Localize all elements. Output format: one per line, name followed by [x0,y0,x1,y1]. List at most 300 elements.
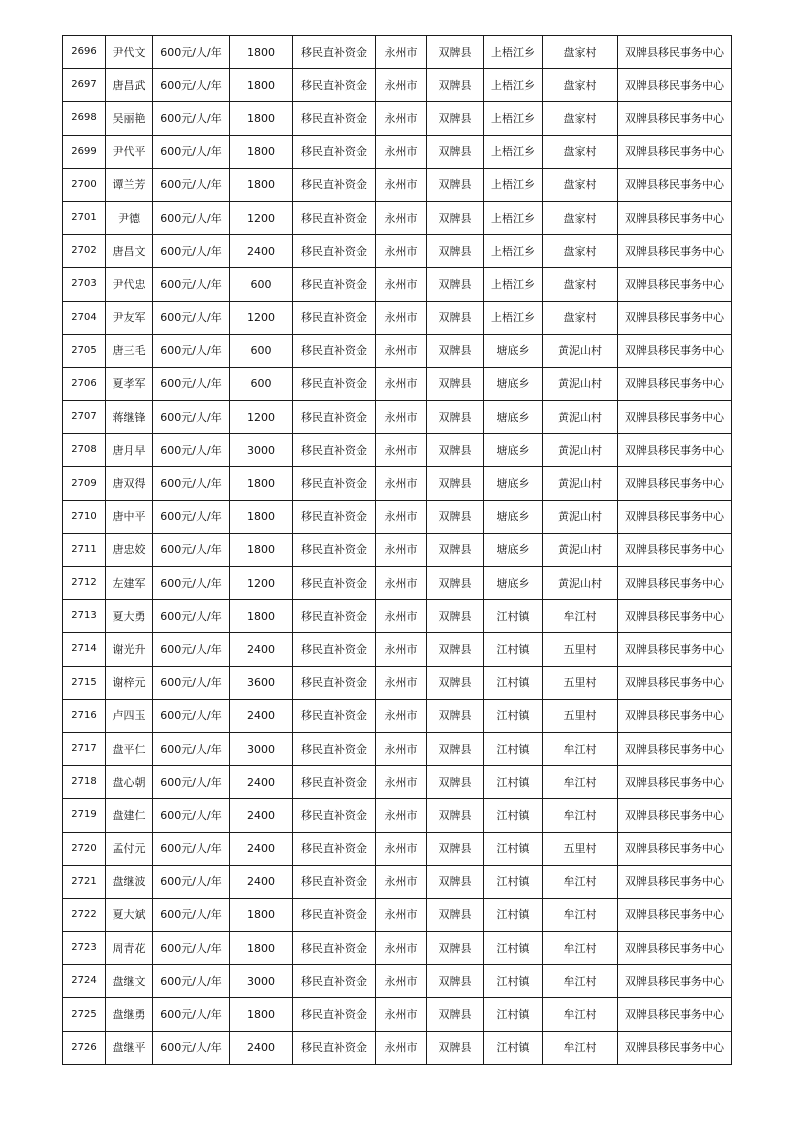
city-cell: 永州市 [376,201,427,234]
standard-cell: 600元/人/年 [153,434,230,467]
village-cell: 盘家村 [543,69,618,102]
county-cell: 双牌县 [427,799,484,832]
city-cell: 永州市 [376,69,427,102]
city-cell: 永州市 [376,666,427,699]
row-number: 2704 [63,301,106,334]
village-cell: 盘家村 [543,36,618,69]
amount-cell: 2400 [230,1031,293,1064]
amount-cell: 1800 [230,102,293,135]
township-cell: 江村镇 [484,998,543,1031]
standard-cell: 600元/人/年 [153,600,230,633]
name-cell: 盘继文 [106,965,153,998]
amount-cell: 2400 [230,699,293,732]
table-row [63,135,732,168]
county-cell: 双牌县 [427,201,484,234]
name-cell: 夏大勇 [106,600,153,633]
standard-cell: 600元/人/年 [153,334,230,367]
county-cell: 双牌县 [427,898,484,931]
standard-cell: 600元/人/年 [153,69,230,102]
standard-cell: 600元/人/年 [153,766,230,799]
standard-cell: 600元/人/年 [153,235,230,268]
township-cell: 上梧江乡 [484,102,543,135]
agency-cell: 双牌县移民事务中心 [618,533,732,566]
city-cell: 永州市 [376,500,427,533]
county-cell: 双牌县 [427,567,484,600]
fund-type-cell: 移民直补资金 [293,633,376,666]
township-cell: 江村镇 [484,965,543,998]
fund-type-cell: 移民直补资金 [293,434,376,467]
fund-type-cell: 移民直补资金 [293,600,376,633]
city-cell: 永州市 [376,467,427,500]
standard-cell: 600元/人/年 [153,367,230,400]
agency-cell: 双牌县移民事务中心 [618,666,732,699]
township-cell: 江村镇 [484,799,543,832]
city-cell: 永州市 [376,898,427,931]
row-number: 2716 [63,699,106,732]
county-cell: 双牌县 [427,235,484,268]
standard-cell: 600元/人/年 [153,633,230,666]
city-cell: 永州市 [376,36,427,69]
name-cell: 盘平仁 [106,732,153,765]
table-row [63,467,732,500]
village-cell: 黄泥山村 [543,401,618,434]
township-cell: 塘底乡 [484,334,543,367]
agency-cell: 双牌县移民事务中心 [618,567,732,600]
table-row [63,334,732,367]
row-number: 2707 [63,401,106,434]
county-cell: 双牌县 [427,36,484,69]
county-cell: 双牌县 [427,633,484,666]
name-cell: 盘继波 [106,865,153,898]
city-cell: 永州市 [376,965,427,998]
agency-cell: 双牌县移民事务中心 [618,799,732,832]
table-row [63,567,732,600]
fund-type-cell: 移民直补资金 [293,533,376,566]
township-cell: 江村镇 [484,932,543,965]
village-cell: 盘家村 [543,235,618,268]
county-cell: 双牌县 [427,832,484,865]
standard-cell: 600元/人/年 [153,732,230,765]
county-cell: 双牌县 [427,932,484,965]
city-cell: 永州市 [376,932,427,965]
amount-cell: 1800 [230,998,293,1031]
table-row [63,201,732,234]
city-cell: 永州市 [376,367,427,400]
village-cell: 盘家村 [543,102,618,135]
fund-type-cell: 移民直补资金 [293,932,376,965]
agency-cell: 双牌县移民事务中心 [618,235,732,268]
amount-cell: 1800 [230,135,293,168]
village-cell: 黄泥山村 [543,500,618,533]
fund-type-cell: 移民直补资金 [293,732,376,765]
name-cell: 蒋继锋 [106,401,153,434]
fund-type-cell: 移民直补资金 [293,699,376,732]
row-number: 2721 [63,865,106,898]
village-cell: 五里村 [543,832,618,865]
amount-cell: 3000 [230,732,293,765]
city-cell: 永州市 [376,766,427,799]
agency-cell: 双牌县移民事务中心 [618,932,732,965]
fund-type-cell: 移民直补资金 [293,832,376,865]
township-cell: 塘底乡 [484,500,543,533]
fund-type-cell: 移民直补资金 [293,865,376,898]
standard-cell: 600元/人/年 [153,401,230,434]
agency-cell: 双牌县移民事务中心 [618,865,732,898]
agency-cell: 双牌县移民事务中心 [618,135,732,168]
name-cell: 唐双得 [106,467,153,500]
township-cell: 塘底乡 [484,401,543,434]
name-cell: 尹代平 [106,135,153,168]
agency-cell: 双牌县移民事务中心 [618,301,732,334]
village-cell: 牟江村 [543,766,618,799]
city-cell: 永州市 [376,998,427,1031]
village-cell: 黄泥山村 [543,467,618,500]
village-cell: 黄泥山村 [543,367,618,400]
township-cell: 上梧江乡 [484,301,543,334]
standard-cell: 600元/人/年 [153,699,230,732]
table-row [63,301,732,334]
name-cell: 孟付元 [106,832,153,865]
township-cell: 江村镇 [484,832,543,865]
name-cell: 尹代文 [106,36,153,69]
fund-type-cell: 移民直补资金 [293,766,376,799]
township-cell: 江村镇 [484,633,543,666]
row-number: 2710 [63,500,106,533]
city-cell: 永州市 [376,799,427,832]
village-cell: 牟江村 [543,1031,618,1064]
amount-cell: 1800 [230,36,293,69]
township-cell: 江村镇 [484,1031,543,1064]
agency-cell: 双牌县移民事务中心 [618,36,732,69]
table-row [63,732,732,765]
village-cell: 黄泥山村 [543,533,618,566]
amount-cell: 600 [230,334,293,367]
amount-cell: 1800 [230,168,293,201]
row-number: 2701 [63,201,106,234]
row-number: 2696 [63,36,106,69]
city-cell: 永州市 [376,567,427,600]
agency-cell: 双牌县移民事务中心 [618,467,732,500]
standard-cell: 600元/人/年 [153,500,230,533]
row-number: 2719 [63,799,106,832]
amount-cell: 3000 [230,965,293,998]
name-cell: 卢四玉 [106,699,153,732]
standard-cell: 600元/人/年 [153,268,230,301]
row-number: 2726 [63,1031,106,1064]
amount-cell: 1200 [230,301,293,334]
amount-cell: 600 [230,367,293,400]
village-cell: 盘家村 [543,201,618,234]
county-cell: 双牌县 [427,865,484,898]
standard-cell: 600元/人/年 [153,1031,230,1064]
fund-type-cell: 移民直补资金 [293,168,376,201]
amount-cell: 3000 [230,434,293,467]
township-cell: 上梧江乡 [484,36,543,69]
row-number: 2697 [63,69,106,102]
village-cell: 盘家村 [543,135,618,168]
name-cell: 唐月早 [106,434,153,467]
village-cell: 牟江村 [543,898,618,931]
township-cell: 江村镇 [484,732,543,765]
row-number: 2723 [63,932,106,965]
row-number: 2715 [63,666,106,699]
amount-cell: 2400 [230,832,293,865]
county-cell: 双牌县 [427,732,484,765]
fund-type-cell: 移民直补资金 [293,235,376,268]
amount-cell: 3600 [230,666,293,699]
fund-type-cell: 移民直补资金 [293,567,376,600]
county-cell: 双牌县 [427,600,484,633]
standard-cell: 600元/人/年 [153,965,230,998]
village-cell: 牟江村 [543,799,618,832]
table-row [63,102,732,135]
amount-cell: 2400 [230,766,293,799]
county-cell: 双牌县 [427,168,484,201]
county-cell: 双牌县 [427,1031,484,1064]
table-row [63,434,732,467]
township-cell: 江村镇 [484,898,543,931]
row-number: 2705 [63,334,106,367]
village-cell: 盘家村 [543,268,618,301]
row-number: 2720 [63,832,106,865]
county-cell: 双牌县 [427,268,484,301]
amount-cell: 600 [230,268,293,301]
standard-cell: 600元/人/年 [153,832,230,865]
amount-cell: 1800 [230,69,293,102]
agency-cell: 双牌县移民事务中心 [618,600,732,633]
village-cell: 牟江村 [543,732,618,765]
row-number: 2708 [63,434,106,467]
fund-type-cell: 移民直补资金 [293,367,376,400]
county-cell: 双牌县 [427,467,484,500]
name-cell: 盘心朝 [106,766,153,799]
village-cell: 黄泥山村 [543,567,618,600]
standard-cell: 600元/人/年 [153,898,230,931]
city-cell: 永州市 [376,334,427,367]
row-number: 2713 [63,600,106,633]
table-row [63,666,732,699]
fund-type-cell: 移民直补资金 [293,965,376,998]
standard-cell: 600元/人/年 [153,467,230,500]
fund-type-cell: 移民直补资金 [293,1031,376,1064]
table-body [63,36,732,1065]
agency-cell: 双牌县移民事务中心 [618,732,732,765]
city-cell: 永州市 [376,533,427,566]
fund-type-cell: 移民直补资金 [293,500,376,533]
amount-cell: 1800 [230,467,293,500]
table-row [63,932,732,965]
township-cell: 上梧江乡 [484,69,543,102]
row-number: 2722 [63,898,106,931]
county-cell: 双牌县 [427,500,484,533]
township-cell: 塘底乡 [484,434,543,467]
amount-cell: 1800 [230,932,293,965]
village-cell: 黄泥山村 [543,434,618,467]
village-cell: 黄泥山村 [543,334,618,367]
standard-cell: 600元/人/年 [153,36,230,69]
standard-cell: 600元/人/年 [153,998,230,1031]
city-cell: 永州市 [376,434,427,467]
fund-type-cell: 移民直补资金 [293,135,376,168]
agency-cell: 双牌县移民事务中心 [618,434,732,467]
agency-cell: 双牌县移民事务中心 [618,766,732,799]
amount-cell: 1800 [230,533,293,566]
standard-cell: 600元/人/年 [153,135,230,168]
village-cell: 五里村 [543,633,618,666]
row-number: 2714 [63,633,106,666]
table-row [63,865,732,898]
row-number: 2706 [63,367,106,400]
village-cell: 盘家村 [543,168,618,201]
subsidy-table [62,35,732,1065]
fund-type-cell: 移民直补资金 [293,898,376,931]
row-number: 2724 [63,965,106,998]
fund-type-cell: 移民直补资金 [293,467,376,500]
county-cell: 双牌县 [427,998,484,1031]
agency-cell: 双牌县移民事务中心 [618,69,732,102]
village-cell: 牟江村 [543,998,618,1031]
amount-cell: 2400 [230,865,293,898]
agency-cell: 双牌县移民事务中心 [618,898,732,931]
table-row [63,268,732,301]
city-cell: 永州市 [376,600,427,633]
name-cell: 谢梓元 [106,666,153,699]
standard-cell: 600元/人/年 [153,102,230,135]
table-row [63,965,732,998]
row-number: 2702 [63,235,106,268]
county-cell: 双牌县 [427,135,484,168]
agency-cell: 双牌县移民事务中心 [618,201,732,234]
township-cell: 江村镇 [484,766,543,799]
name-cell: 尹代忠 [106,268,153,301]
standard-cell: 600元/人/年 [153,567,230,600]
county-cell: 双牌县 [427,699,484,732]
table-row [63,533,732,566]
standard-cell: 600元/人/年 [153,301,230,334]
township-cell: 上梧江乡 [484,201,543,234]
fund-type-cell: 移民直补资金 [293,268,376,301]
table-row [63,168,732,201]
county-cell: 双牌县 [427,367,484,400]
name-cell: 夏大斌 [106,898,153,931]
row-number: 2718 [63,766,106,799]
city-cell: 永州市 [376,832,427,865]
fund-type-cell: 移民直补资金 [293,36,376,69]
agency-cell: 双牌县移民事务中心 [618,168,732,201]
name-cell: 唐昌武 [106,69,153,102]
agency-cell: 双牌县移民事务中心 [618,965,732,998]
township-cell: 上梧江乡 [484,235,543,268]
township-cell: 塘底乡 [484,567,543,600]
fund-type-cell: 移民直补资金 [293,998,376,1031]
city-cell: 永州市 [376,1031,427,1064]
table-row [63,633,732,666]
fund-type-cell: 移民直补资金 [293,401,376,434]
village-cell: 牟江村 [543,600,618,633]
township-cell: 江村镇 [484,600,543,633]
fund-type-cell: 移民直补资金 [293,102,376,135]
row-number: 2699 [63,135,106,168]
table-row [63,799,732,832]
city-cell: 永州市 [376,401,427,434]
amount-cell: 1200 [230,401,293,434]
name-cell: 周青花 [106,932,153,965]
row-number: 2717 [63,732,106,765]
county-cell: 双牌县 [427,666,484,699]
county-cell: 双牌县 [427,965,484,998]
name-cell: 夏孝军 [106,367,153,400]
standard-cell: 600元/人/年 [153,865,230,898]
standard-cell: 600元/人/年 [153,932,230,965]
city-cell: 永州市 [376,235,427,268]
county-cell: 双牌县 [427,301,484,334]
fund-type-cell: 移民直补资金 [293,69,376,102]
village-cell: 牟江村 [543,865,618,898]
village-cell: 五里村 [543,699,618,732]
agency-cell: 双牌县移民事务中心 [618,401,732,434]
township-cell: 上梧江乡 [484,168,543,201]
county-cell: 双牌县 [427,69,484,102]
table-row [63,367,732,400]
agency-cell: 双牌县移民事务中心 [618,699,732,732]
county-cell: 双牌县 [427,766,484,799]
name-cell: 唐昌文 [106,235,153,268]
city-cell: 永州市 [376,865,427,898]
table-row [63,235,732,268]
standard-cell: 600元/人/年 [153,799,230,832]
fund-type-cell: 移民直补资金 [293,334,376,367]
amount-cell: 1200 [230,567,293,600]
township-cell: 上梧江乡 [484,268,543,301]
table-row [63,898,732,931]
city-cell: 永州市 [376,168,427,201]
county-cell: 双牌县 [427,434,484,467]
fund-type-cell: 移民直补资金 [293,799,376,832]
name-cell: 唐忠姣 [106,533,153,566]
agency-cell: 双牌县移民事务中心 [618,334,732,367]
city-cell: 永州市 [376,301,427,334]
agency-cell: 双牌县移民事务中心 [618,633,732,666]
city-cell: 永州市 [376,135,427,168]
row-number: 2698 [63,102,106,135]
township-cell: 江村镇 [484,666,543,699]
name-cell: 盘建仁 [106,799,153,832]
name-cell: 左建军 [106,567,153,600]
standard-cell: 600元/人/年 [153,666,230,699]
name-cell: 唐中平 [106,500,153,533]
row-number: 2700 [63,168,106,201]
standard-cell: 600元/人/年 [153,201,230,234]
township-cell: 江村镇 [484,865,543,898]
standard-cell: 600元/人/年 [153,168,230,201]
village-cell: 盘家村 [543,301,618,334]
name-cell: 吴丽艳 [106,102,153,135]
standard-cell: 600元/人/年 [153,533,230,566]
county-cell: 双牌县 [427,401,484,434]
city-cell: 永州市 [376,102,427,135]
amount-cell: 2400 [230,799,293,832]
township-cell: 上梧江乡 [484,135,543,168]
table-row [63,36,732,69]
city-cell: 永州市 [376,268,427,301]
agency-cell: 双牌县移民事务中心 [618,832,732,865]
amount-cell: 1800 [230,898,293,931]
township-cell: 塘底乡 [484,533,543,566]
name-cell: 唐三毛 [106,334,153,367]
village-cell: 五里村 [543,666,618,699]
township-cell: 江村镇 [484,699,543,732]
township-cell: 塘底乡 [484,467,543,500]
